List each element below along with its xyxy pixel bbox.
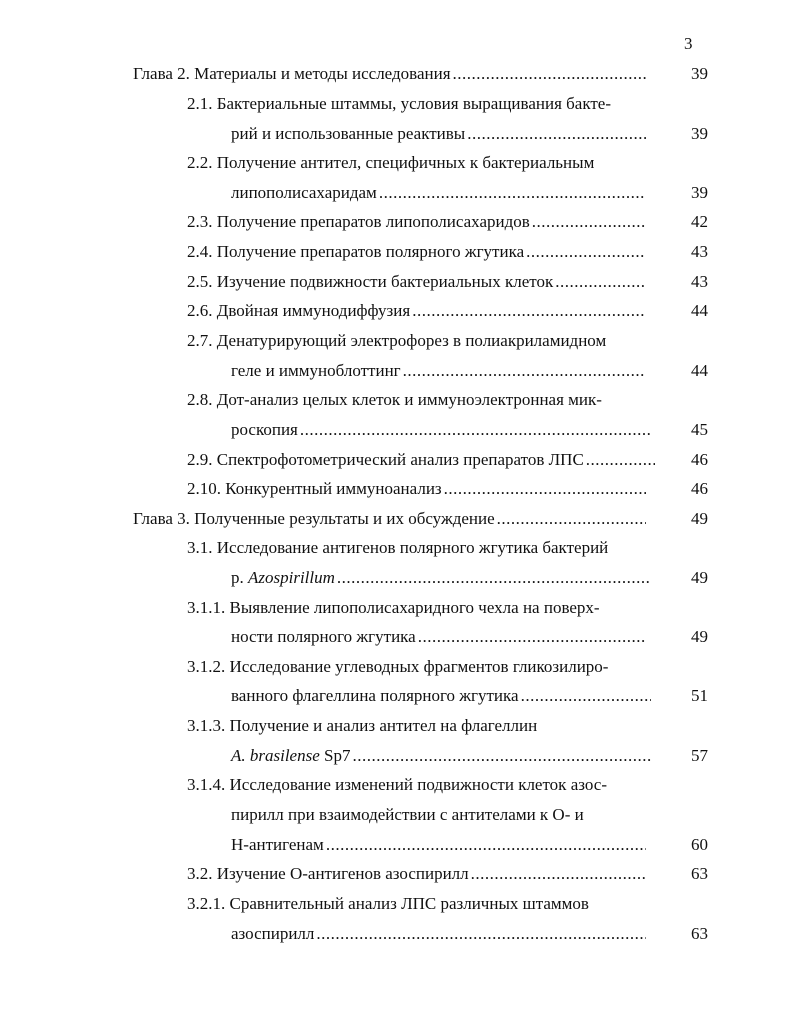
toc-entry-cont: геле и иммуноблоттинг .....: [231, 361, 648, 385]
toc-page: 49: [691, 509, 708, 528]
toc-entry: 3.2.1. Сравнительный анализ ЛПС различных штаммов: [187, 894, 589, 913]
toc-entry: 2.7. Денатурирующий электрофорез в полиакриламидном: [187, 331, 607, 350]
dot-leader: [453, 64, 646, 84]
toc-entry: 2.10. Конкурентный иммуноанализ .....: [187, 479, 648, 503]
toc-page: 42: [691, 212, 708, 231]
toc-page: 63: [691, 924, 708, 943]
toc-entry: 3.1.1. Выявление липополисахаридного чехла на поверх-: [187, 598, 600, 617]
toc-entry-cont: роскопия .....: [231, 420, 653, 444]
dot-leader: [532, 212, 646, 232]
toc-page: 57: [691, 746, 708, 765]
toc-entry: 3.1. Исследование антигенов полярного жгутика бактерий: [187, 538, 609, 557]
dot-leader: [497, 509, 646, 529]
dot-leader: [586, 450, 655, 470]
dot-leader: [412, 301, 646, 321]
toc-entry-cont: Н-антигенам .....: [231, 835, 648, 859]
dot-leader: [379, 183, 646, 203]
toc-entry: 3.1.3. Получение и анализ антител на флагеллин: [187, 716, 538, 735]
toc-page: 51: [691, 686, 708, 705]
toc-entry: 2.2. Получение антител, специфичных к бактериальным: [187, 153, 595, 172]
toc-entry-cont: пирилл при взаимодействии с антителами к О- и: [231, 805, 584, 824]
toc-entry-cont: р. Azospirillum .....: [231, 568, 653, 592]
toc-page: 45: [691, 420, 708, 439]
toc-page: 63: [691, 864, 708, 883]
dot-leader: [555, 272, 646, 292]
toc-page: 43: [691, 242, 708, 261]
dot-leader: [326, 835, 646, 855]
toc-page: 46: [691, 479, 708, 498]
dot-leader: [300, 420, 651, 440]
dot-leader: [403, 361, 646, 381]
toc-page: 39: [691, 64, 708, 83]
toc-entry-cont: ванного флагеллина полярного жгутика .....: [231, 686, 653, 710]
toc-entry: 3.1.2. Исследование углеводных фрагментов гликозилиро-: [187, 657, 609, 676]
dot-leader: [316, 924, 646, 944]
toc-entry: 2.3. Получение препаратов липополисахаридов .....: [187, 212, 648, 236]
toc-page: 43: [691, 272, 708, 291]
toc-entry-cont: A. brasilense Sp7 .....: [231, 746, 653, 770]
page-number: 3: [684, 34, 693, 53]
toc-entry: 3.1.4. Исследование изменений подвижности клеток азос-: [187, 775, 607, 794]
dot-leader: [337, 568, 651, 588]
toc-page: 44: [691, 301, 708, 320]
toc-entry: 2.4. Получение препаратов полярного жгутика .....: [187, 242, 648, 266]
toc-page: 49: [691, 627, 708, 646]
toc-page: 39: [691, 183, 708, 202]
toc-entry: 2.6. Двойная иммунодиффузия .....: [187, 301, 648, 325]
toc-entry: Глава 2. Материалы и методы исследования .....: [133, 64, 648, 88]
toc-entry-cont: ности полярного жгутика .....: [231, 627, 648, 651]
toc-page: 39: [691, 124, 708, 143]
toc-page: 49: [691, 568, 708, 587]
toc-entry-cont: рий и использованные реактивы .....: [231, 124, 648, 148]
toc-entry: 2.8. Дот-анализ целых клеток и иммуноэлектронная мик-: [187, 390, 602, 409]
toc-entry: 2.5. Изучение подвижности бактериальных клеток .....: [187, 272, 648, 296]
toc-page: 44: [691, 361, 708, 380]
dot-leader: [444, 479, 646, 499]
toc-entry: Глава 3. Полученные результаты и их обсуждение .....: [133, 509, 648, 533]
dot-leader: [353, 746, 652, 766]
dot-leader: [471, 864, 646, 884]
toc-entry: 2.1. Бактериальные штаммы, условия выращивания бакте-: [187, 94, 612, 113]
toc-entry: 2.9. Спектрофотометрический анализ препаратов ЛПС .....: [187, 450, 657, 474]
toc-entry-cont: липополисахаридам .....: [231, 183, 648, 207]
dot-leader: [521, 686, 651, 706]
dot-leader: [526, 242, 646, 262]
toc-entry: 3.2. Изучение О-антигенов азоспирилл .....: [187, 864, 648, 888]
dot-leader: [418, 627, 646, 647]
dot-leader: [467, 124, 646, 144]
toc-entry-cont: азоспирилл .....: [231, 924, 648, 948]
toc-page: 60: [691, 835, 708, 854]
toc-page: 46: [691, 450, 708, 469]
